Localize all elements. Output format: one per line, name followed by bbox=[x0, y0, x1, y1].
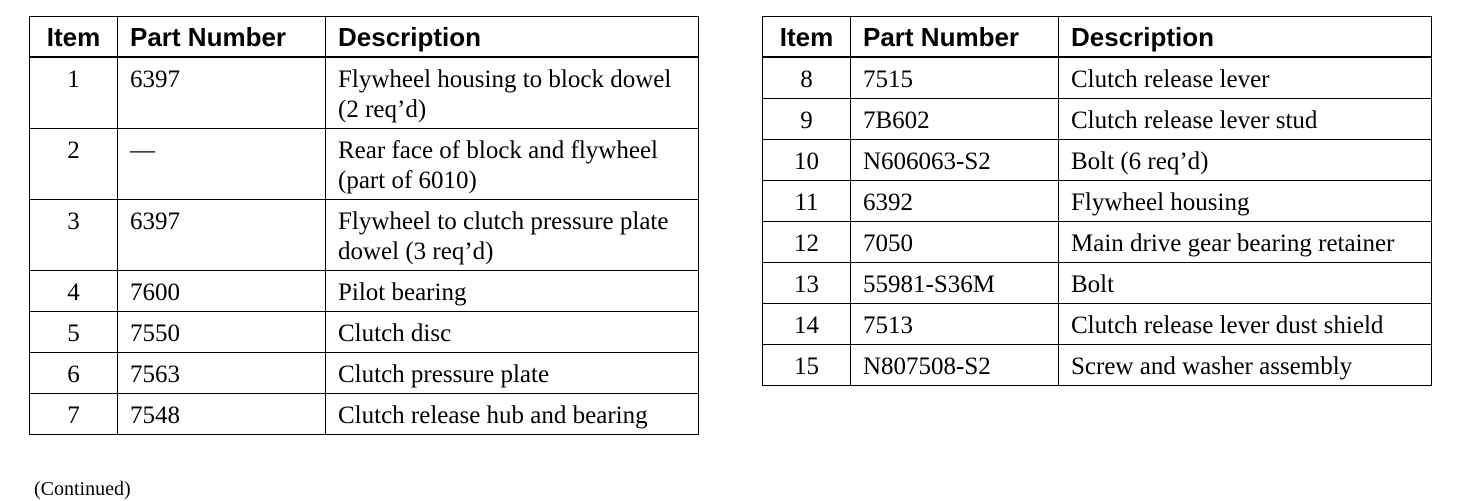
part-number-cell: 6397 bbox=[118, 200, 326, 271]
description-cell: Clutch release lever bbox=[1059, 57, 1432, 99]
table-row bbox=[763, 140, 1432, 181]
part-number-cell: 7B602 bbox=[851, 99, 1059, 140]
description-cell: Pilot bearing bbox=[326, 271, 699, 312]
description-cell: Bolt (6 req’d) bbox=[1059, 140, 1432, 181]
item-cell: 3 bbox=[30, 200, 118, 271]
description-cell: Rear face of block and flywheel (part of 6010) bbox=[326, 129, 699, 200]
part-number-cell: 7050 bbox=[851, 222, 1059, 263]
table-row bbox=[763, 57, 1432, 99]
part-number-cell: 6397 bbox=[118, 57, 326, 129]
item-cell: 2 bbox=[30, 129, 118, 200]
part-number-cell: 6392 bbox=[851, 181, 1059, 222]
description-cell: Main drive gear bearing retainer bbox=[1059, 222, 1432, 263]
header-row bbox=[30, 17, 699, 58]
part-number-cell: N807508-S2 bbox=[851, 345, 1059, 386]
description-cell: Clutch release hub and bearing bbox=[326, 394, 699, 435]
part-number-cell: 7515 bbox=[851, 57, 1059, 99]
item-cell: 8 bbox=[763, 57, 851, 99]
item-cell: 5 bbox=[30, 312, 118, 353]
table-row bbox=[763, 304, 1432, 345]
part-number-cell: 7600 bbox=[118, 271, 326, 312]
table-row bbox=[30, 200, 699, 271]
table-row bbox=[763, 345, 1432, 386]
description-cell: Flywheel housing bbox=[1059, 181, 1432, 222]
part-number-cell: 55981-S36M bbox=[851, 263, 1059, 304]
description-cell: Screw and washer assembly bbox=[1059, 345, 1432, 386]
parts-table-left bbox=[29, 16, 699, 435]
part-number-cell: N606063-S2 bbox=[851, 140, 1059, 181]
item-cell: 1 bbox=[30, 57, 118, 129]
description-cell: Clutch release lever stud bbox=[1059, 99, 1432, 140]
table-row bbox=[763, 222, 1432, 263]
description-cell: Clutch release lever dust shield bbox=[1059, 304, 1432, 345]
part-number-cell: 7550 bbox=[118, 312, 326, 353]
table-row bbox=[30, 57, 699, 129]
header-item: Item bbox=[30, 17, 118, 58]
header-description: Description bbox=[1059, 17, 1432, 58]
description-cell: Clutch disc bbox=[326, 312, 699, 353]
description-cell: Bolt bbox=[1059, 263, 1432, 304]
item-cell: 13 bbox=[763, 263, 851, 304]
table-row bbox=[30, 394, 699, 435]
item-cell: 4 bbox=[30, 271, 118, 312]
part-number-cell: — bbox=[118, 129, 326, 200]
description-cell: Clutch pressure plate bbox=[326, 353, 699, 394]
part-number-cell: 7548 bbox=[118, 394, 326, 435]
continued-note: (Continued) bbox=[34, 478, 131, 500]
part-number-cell: 7513 bbox=[851, 304, 1059, 345]
part-number-cell: 7563 bbox=[118, 353, 326, 394]
item-cell: 9 bbox=[763, 99, 851, 140]
item-cell: 7 bbox=[30, 394, 118, 435]
table-row bbox=[763, 181, 1432, 222]
item-cell: 15 bbox=[763, 345, 851, 386]
description-cell: Flywheel to clutch pressure plate dowel (3 req’d) bbox=[326, 200, 699, 271]
header-row bbox=[763, 17, 1432, 58]
item-cell: 6 bbox=[30, 353, 118, 394]
table-row bbox=[30, 312, 699, 353]
header-part-number: Part Number bbox=[851, 17, 1059, 58]
item-cell: 14 bbox=[763, 304, 851, 345]
description-cell: Flywheel housing to block dowel (2 req’d) bbox=[326, 57, 699, 129]
table-row bbox=[763, 263, 1432, 304]
parts-table-right bbox=[762, 16, 1432, 386]
header-part-number: Part Number bbox=[118, 17, 326, 58]
table-row bbox=[763, 99, 1432, 140]
header-description: Description bbox=[326, 17, 699, 58]
table-row bbox=[30, 129, 699, 200]
item-cell: 11 bbox=[763, 181, 851, 222]
table-row bbox=[30, 271, 699, 312]
table-row bbox=[30, 353, 699, 394]
header-item: Item bbox=[763, 17, 851, 58]
item-cell: 12 bbox=[763, 222, 851, 263]
item-cell: 10 bbox=[763, 140, 851, 181]
